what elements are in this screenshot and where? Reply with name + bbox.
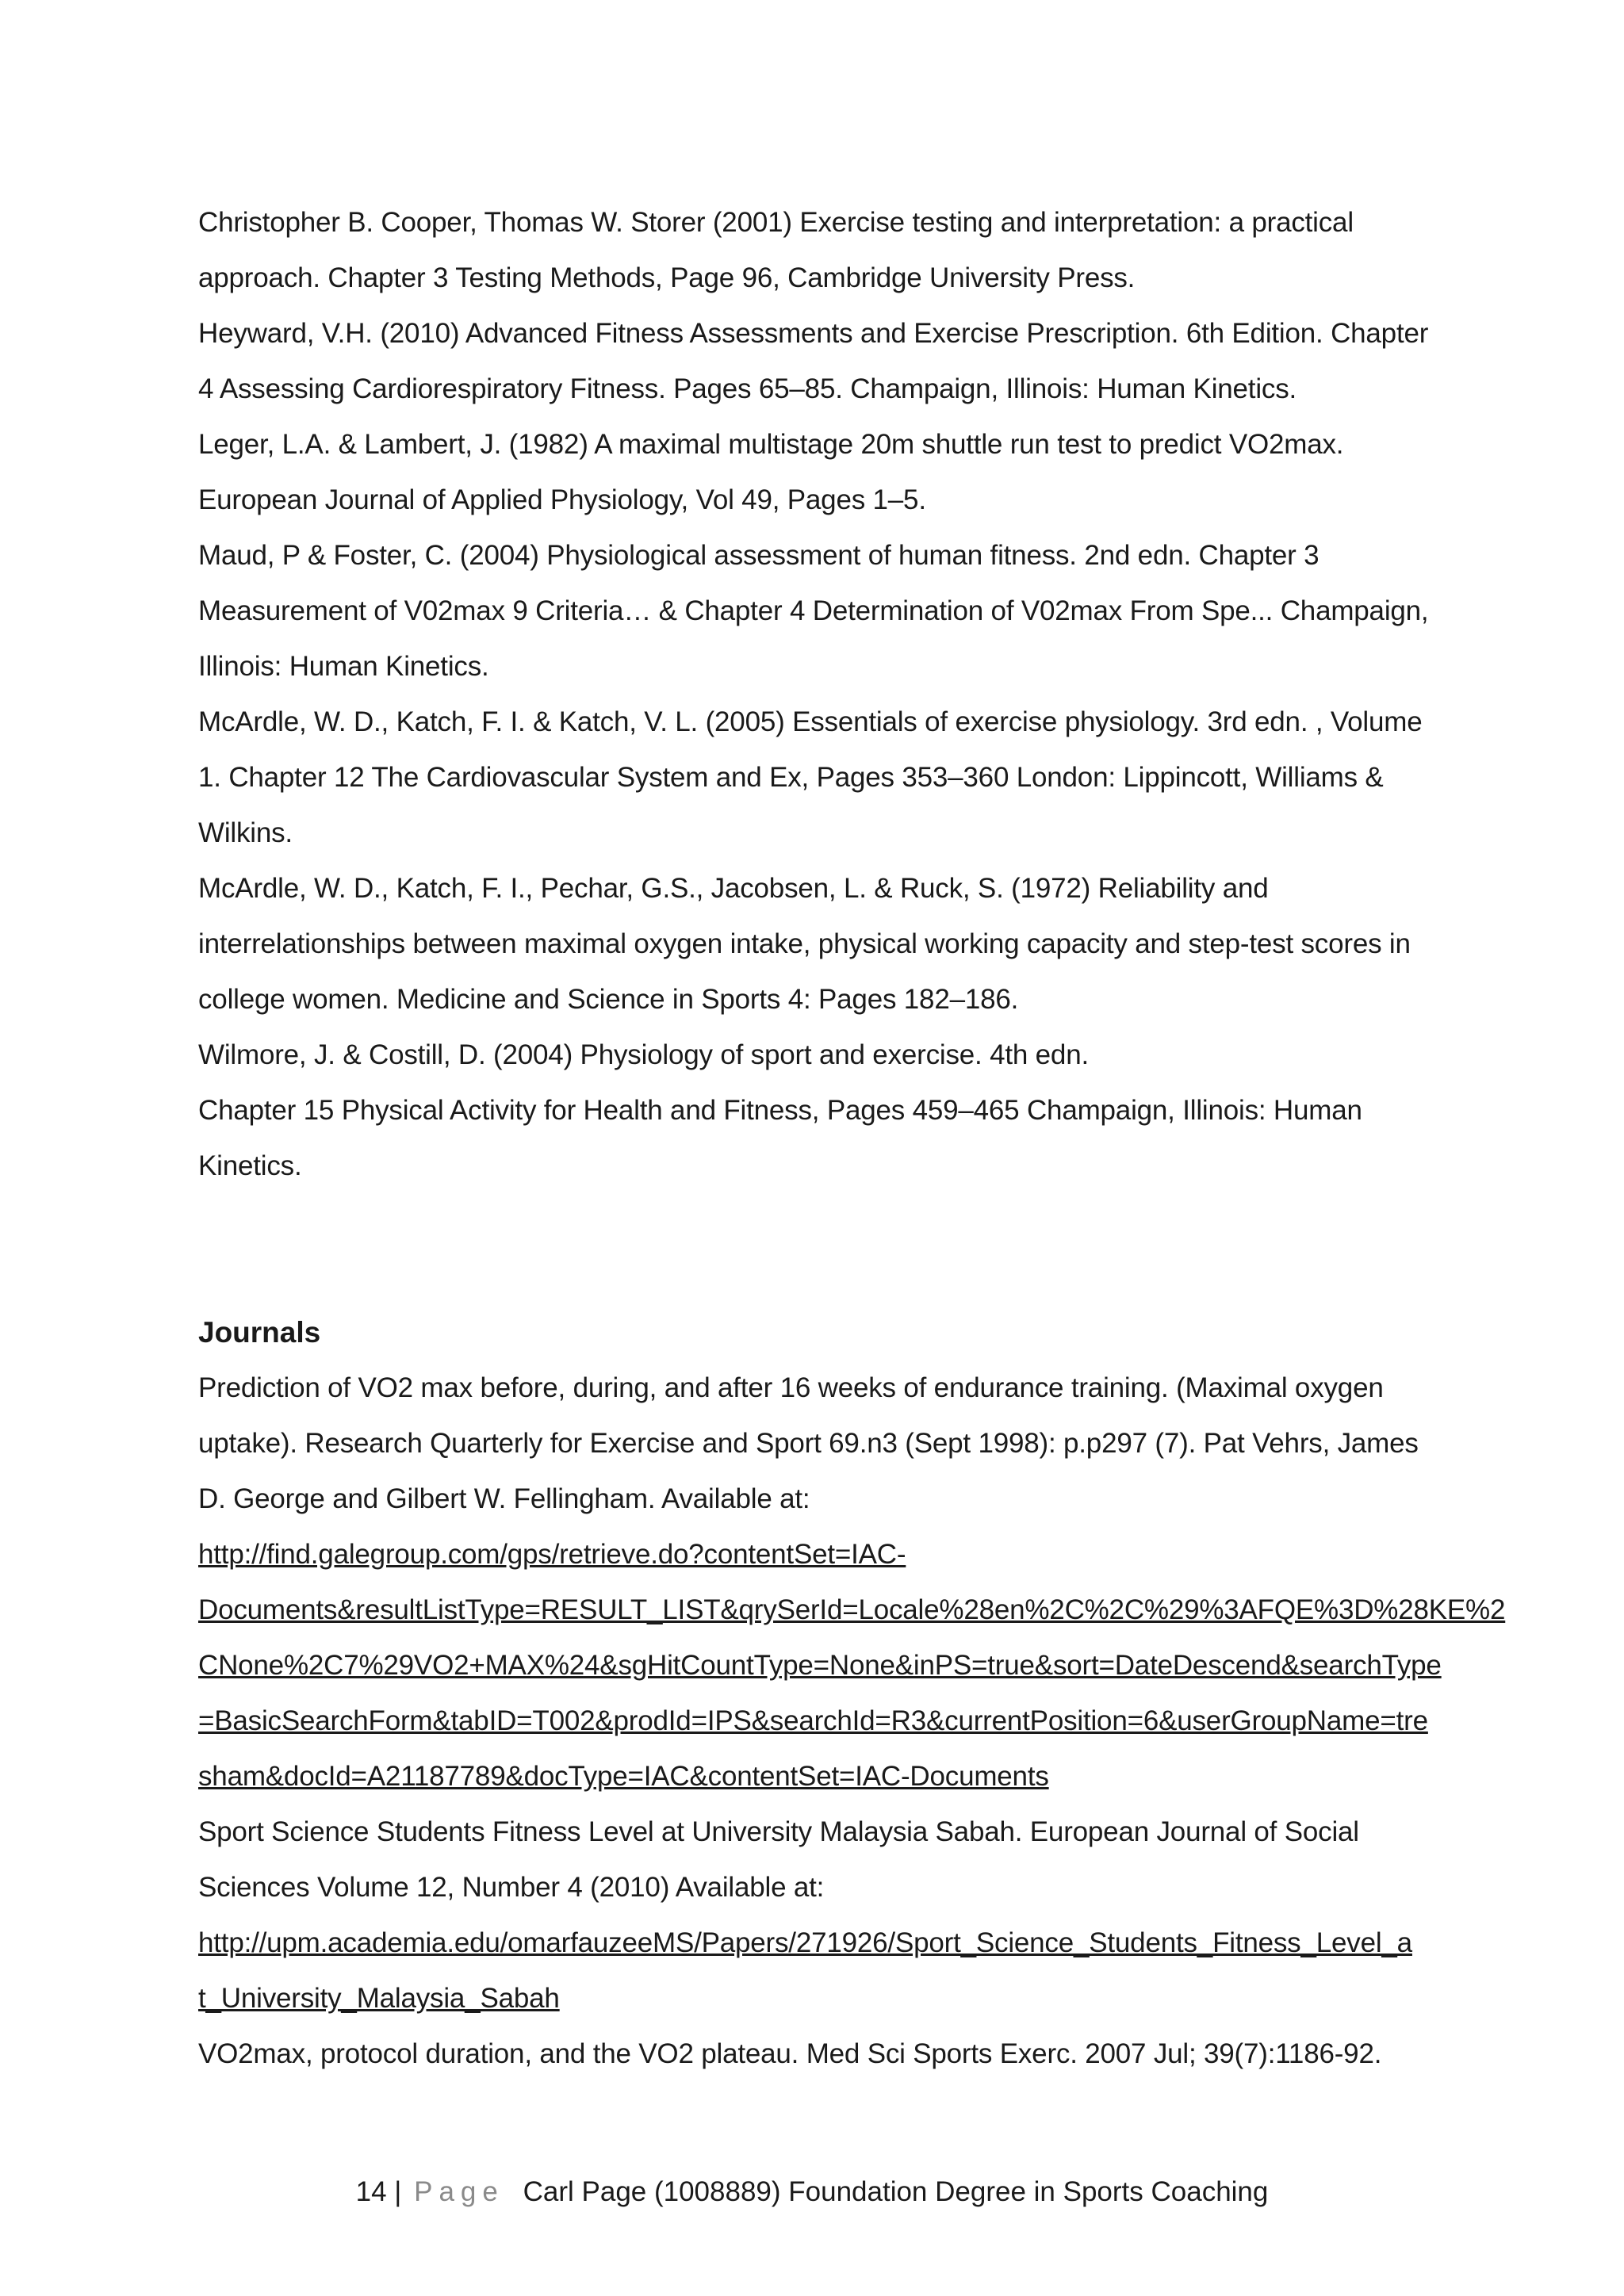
reference-line: European Journal of Applied Physiology, Vol 49, Pages 1–5. <box>198 484 926 515</box>
footer-text: Carl Page (1008889) Foundation Degree in Sports Coaching <box>523 2176 1269 2207</box>
journal-url-link[interactable]: CNone%2C7%29VO2+MAX%24&sgHitCountType=None&inPS=true&sort=DateDescend&searchType <box>198 1650 1442 1681</box>
journal-text-line: Sciences Volume 12, Number 4 (2010) Available at: <box>198 1872 825 1903</box>
reference-line: McArdle, W. D., Katch, F. I. & Katch, V. L. (2005) Essentials of exercise physiology. 3rd edn. , Volume <box>198 706 1423 737</box>
journal-link-line <box>198 1693 1443 1749</box>
page-number: 14 <box>355 2176 387 2207</box>
page-content <box>198 195 1506 2082</box>
reference-line: Measurement of V02max 9 Criteria… & Chapter 4 Determination of V02max From Spe... Champaign, <box>198 595 1429 626</box>
reference-line: Illinois: Human Kinetics. <box>198 651 489 682</box>
journal-link-line <box>198 1915 1443 1971</box>
reference-line: interrelationships between maximal oxygen intake, physical working capacity and step-test scores in <box>198 928 1411 959</box>
books-references <box>198 195 1443 1194</box>
reference-line: Kinetics. <box>198 1150 302 1181</box>
reference-line: Wilmore, J. & Costill, D. (2004) Physiology of sport and exercise. 4th edn. <box>198 1039 1089 1070</box>
journal-link-line <box>198 1582 1506 1638</box>
journal-url-link[interactable]: http://find.galegroup.com/gps/retrieve.do?contentSet=IAC- <box>198 1539 906 1570</box>
reference-line: Wilkins. <box>198 817 293 848</box>
journal-link-line <box>198 1971 1443 2026</box>
journal-text-line: Prediction of VO2 max before, during, and after 16 weeks of endurance training. (Maximal oxygen <box>198 1372 1384 1403</box>
reference-line: McArdle, W. D., Katch, F. I., Pechar, G.S., Jacobsen, L. & Ruck, S. (1972) Reliability and <box>198 873 1269 904</box>
journals-heading: Journals <box>198 1316 321 1349</box>
page-label: Page <box>414 2176 504 2207</box>
section-spacer <box>198 1194 1443 1305</box>
journal-text-line: VO2max, protocol duration, and the VO2 plateau. Med Sci Sports Exerc. 2007 Jul; 39(7):1186-92. <box>198 2038 1382 2069</box>
journals-section <box>198 1305 1506 2082</box>
journal-text-line: Sport Science Students Fitness Level at University Malaysia Sabah. European Journal of Social <box>198 1816 1359 1847</box>
journal-lines <box>198 1360 1506 2082</box>
reference-line: 1. Chapter 12 The Cardiovascular System and Ex, Pages 353–360 London: Lippincott, Williams & <box>198 762 1384 793</box>
journal-text-line: uptake). Research Quarterly for Exercise and Sport 69.n3 (Sept 1998): p.p297 (7). Pat Vehrs, James <box>198 1428 1419 1459</box>
reference-line: Chapter 15 Physical Activity for Health and Fitness, Pages 459–465 Champaign, Illinois: Human <box>198 1095 1362 1126</box>
journal-url-link[interactable]: t_University_Malaysia_Sabah <box>198 1983 560 2014</box>
reference-line: Heyward, V.H. (2010) Advanced Fitness Assessments and Exercise Prescription. 6th Edition. Chapter <box>198 318 1429 349</box>
reference-line: approach. Chapter 3 Testing Methods, Page 96, Cambridge University Press. <box>198 262 1136 293</box>
reference-line: college women. Medicine and Science in Sports 4: Pages 182–186. <box>198 984 1019 1015</box>
journal-url-link[interactable]: sham&docId=A21187789&docType=IAC&contentSet=IAC-Documents <box>198 1761 1049 1792</box>
journal-link-line <box>198 1527 1443 1582</box>
reference-line: Maud, P & Foster, C. (2004) Physiological assessment of human fitness. 2nd edn. Chapter 3 <box>198 540 1320 571</box>
reference-line: Christopher B. Cooper, Thomas W. Storer (2001) Exercise testing and interpretation: a practical <box>198 207 1354 238</box>
journal-url-link[interactable]: http://upm.academia.edu/omarfauzeeMS/Papers/271926/Sport_Science_Students_Fitness_Level_a <box>198 1927 1412 1958</box>
reference-line: 4 Assessing Cardiorespiratory Fitness. Pages 65–85. Champaign, Illinois: Human Kinetics. <box>198 373 1297 404</box>
footer-separator: | <box>394 2176 402 2207</box>
journal-link-line <box>198 1638 1443 1693</box>
journal-url-link[interactable]: =BasicSearchForm&tabID=T002&prodId=IPS&searchId=R3&currentPosition=6&userGroupName=tre <box>198 1705 1428 1736</box>
reference-line: Leger, L.A. & Lambert, J. (1982) A maximal multistage 20m shuttle run test to predict VO2max. <box>198 429 1344 460</box>
journal-url-link[interactable]: Documents&resultListType=RESULT_LIST&qrySerId=Locale%28en%2C%2C%29%3AFQE%3D%28KE%2 <box>198 1594 1506 1625</box>
journal-text-line: D. George and Gilbert W. Fellingham. Available at: <box>198 1483 810 1514</box>
journal-link-line <box>198 1749 1443 1804</box>
page-footer <box>0 2172 1624 2212</box>
